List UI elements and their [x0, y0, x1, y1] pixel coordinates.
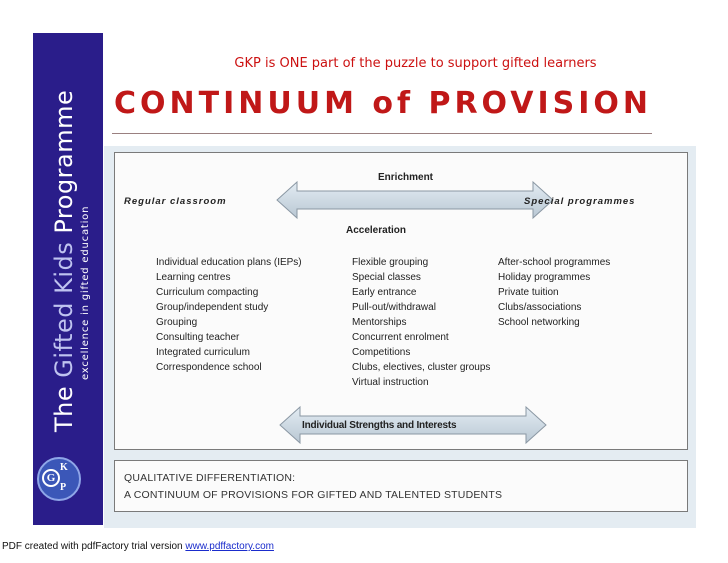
col3-item: Private tuition [498, 287, 559, 298]
slide-subtitle: GKP is ONE part of the puzzle to support gifted learners [234, 56, 597, 71]
strengths-label: Individual Strengths and Interests [302, 420, 457, 431]
col2-item: Special classes [352, 272, 421, 283]
col2-item: Clubs, electives, cluster groups [352, 362, 491, 373]
qual-heading: QUALITATIVE DIFFERENTIATION: [124, 472, 296, 484]
col1-item: Integrated curriculum [156, 347, 250, 358]
slide-title: CONTINUUM of PROVISION [113, 86, 653, 121]
col3-item: School networking [498, 317, 580, 328]
acceleration-label: Acceleration [346, 225, 407, 236]
col2-item: Flexible grouping [352, 257, 429, 268]
col1-item: Learning centres [156, 272, 231, 283]
col2-item: Pull-out/withdrawal [352, 302, 436, 313]
col2-item: Concurrent enrolment [352, 332, 449, 343]
col1-item: Curriculum compacting [156, 287, 259, 298]
programme-title: The Gifted Kids Programme [50, 89, 78, 432]
special-programmes-label: Special programmes [524, 196, 636, 207]
enrichment-label: Enrichment [378, 172, 434, 183]
qual-subheading: A CONTINUUM OF PROVISIONS FOR GIFTED AND TALENTED STUDENTS [124, 489, 503, 501]
col2-item: Virtual instruction [352, 377, 429, 388]
col1-item: Consulting teacher [156, 332, 240, 343]
qualitative-differentiation-box [114, 460, 688, 512]
col3-item: Holiday programmes [498, 272, 591, 283]
col3-item: After-school programmes [498, 257, 611, 268]
footer-text: PDF created with pdfFactory trial version [2, 541, 186, 552]
title-underline [112, 133, 652, 134]
col2-item: Competitions [352, 347, 411, 358]
col1-item: Grouping [156, 317, 198, 328]
col1-item: Correspondence school [156, 362, 262, 373]
regular-classroom-label: Regular classroom [124, 196, 227, 207]
logo-letter-k: K [60, 462, 68, 473]
pdffactory-link[interactable]: www.pdffactory.com [185, 541, 274, 552]
programme-tagline: excellence in gifted education [80, 205, 91, 380]
col1-item: Individual education plans (IEPs) [156, 257, 302, 268]
col2-item: Mentorships [352, 317, 407, 328]
logo-letter-p: P [60, 482, 67, 493]
col1-item: Group/independent study [156, 302, 269, 313]
gkp-logo [37, 457, 81, 501]
logo-letter-g: G [42, 469, 60, 487]
pdf-footer [2, 541, 274, 552]
double-arrow-icon [275, 180, 555, 220]
col3-item: Clubs/associations [498, 302, 582, 313]
col2-item: Early entrance [352, 287, 417, 298]
